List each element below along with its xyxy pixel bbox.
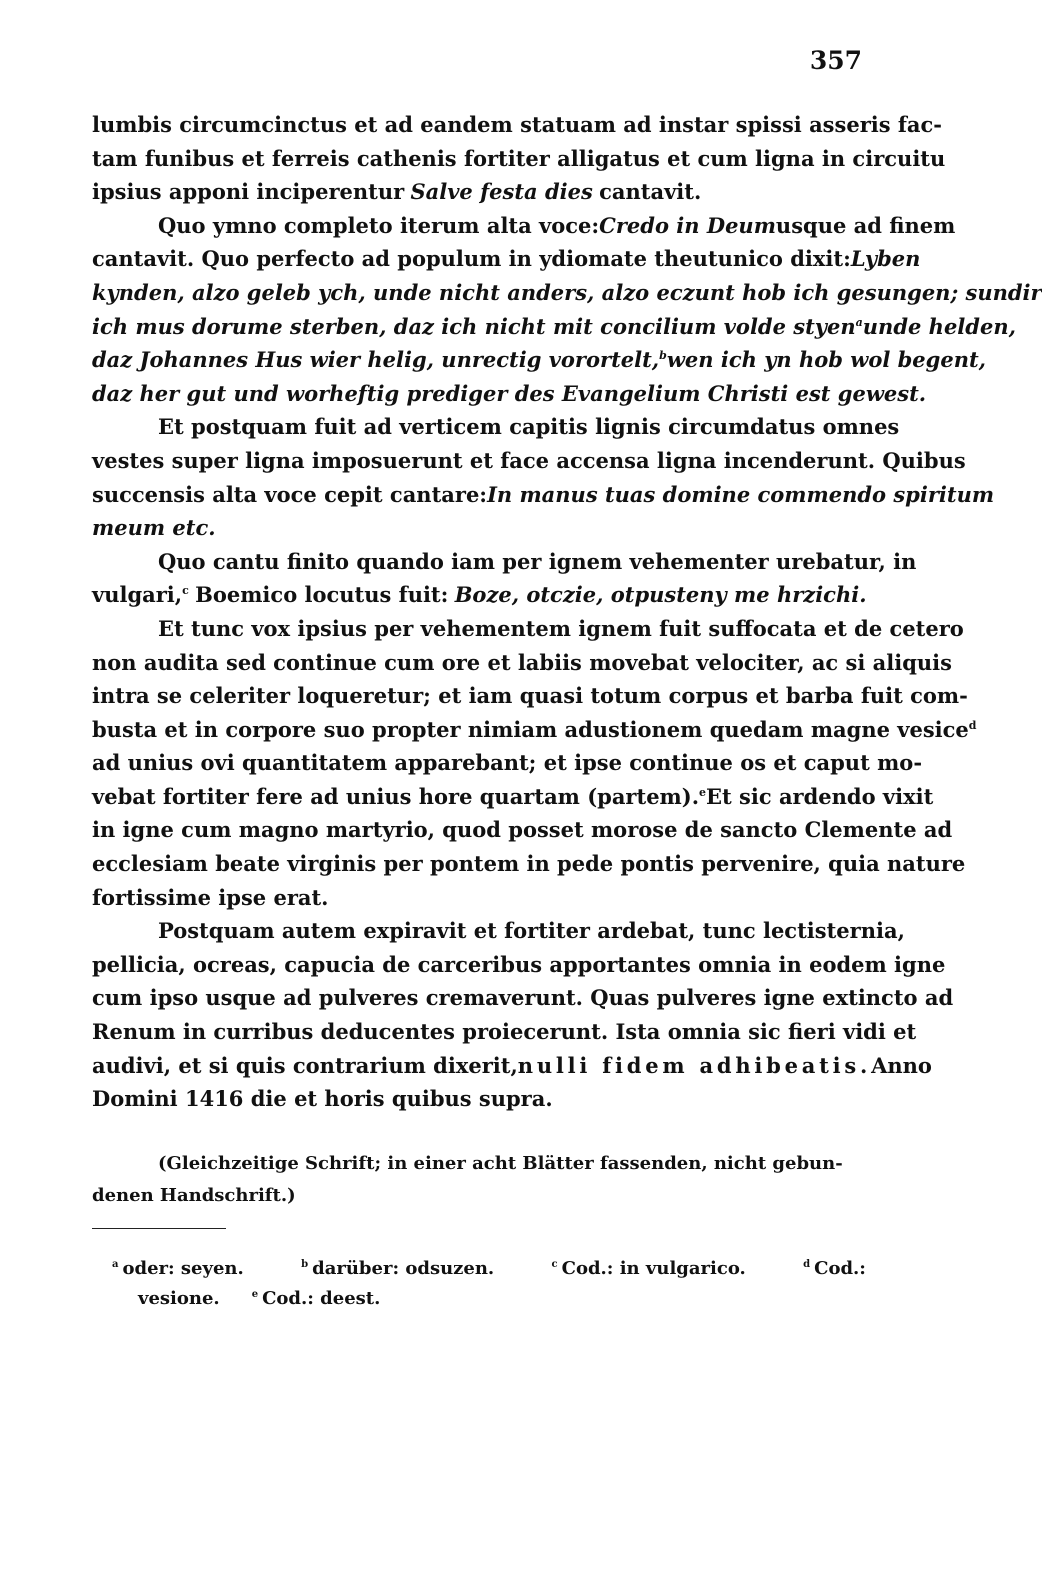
text-line: [92, 142, 946, 176]
line-text: succensis alta voce cepit cantare:: [92, 481, 488, 507]
text-line: [92, 478, 995, 512]
text-line: [92, 780, 934, 814]
text-line: [92, 410, 900, 444]
line-text: ad unius ovi quantitatem apparebant; et ipse continue os et caput mo-: [92, 750, 923, 776]
footnote-marker: e: [251, 1289, 259, 1300]
line-text: usque ad finem: [775, 212, 956, 238]
emphasized-text: nulli fidem adhibeatis.: [517, 1052, 872, 1078]
text-line: [92, 578, 866, 612]
text-line: [92, 511, 866, 545]
line-text: cantavit. Quo perfecto ad populum in ydiomate theutunico dixit:: [92, 246, 851, 272]
chant-title: Salve festa dies: [410, 179, 593, 205]
source-note: [92, 1148, 866, 1212]
text-line: [92, 914, 905, 948]
german-quote: Lyben: [850, 246, 921, 272]
footnotes: [112, 1254, 866, 1314]
footnote-divider: [92, 1228, 226, 1229]
footnote-text: Cod.: deest.: [262, 1288, 381, 1309]
footnote-line: [138, 1284, 866, 1314]
footnote-marker: b: [659, 349, 667, 363]
line-text: in igne cum magno martyrio, quod posset morose de sancto Clemente ad: [92, 817, 953, 843]
footnote-marker: d: [803, 1259, 811, 1270]
line-text: Boemico locutus fuit:: [195, 582, 449, 608]
text-line: [92, 242, 921, 276]
text-line: [92, 948, 946, 982]
quote-fragment: daz Johannes Hus wier helig, unrectig vorortelt,: [92, 347, 660, 373]
text-line: [92, 646, 952, 680]
line-text: Renum in curribus deducentes proiecerunt. Ista omnia sic fieri vidi et: [92, 1019, 917, 1045]
footnote-marker: b: [301, 1259, 309, 1270]
chant-title: Credo in Deum: [599, 212, 776, 238]
footnote-d: [803, 1254, 866, 1284]
line-text: intra se celeriter loqueretur; et iam quasi totum corpus et barba fuit com-: [92, 683, 968, 709]
text-line: [92, 310, 1016, 344]
line-text: Et postquam fuit ad verticem capitis lignis circumdatus omnes: [158, 414, 900, 440]
line-text: cum ipso usque ad pulveres cremaverunt. Quas pulveres igne extincto ad: [92, 985, 954, 1011]
line-text: [92, 578, 189, 612]
line-text: ecclesiam beate virginis per pontem in pede pontis pervenire, quia nature: [92, 851, 966, 877]
line-text: [92, 780, 706, 814]
footnote-a: [112, 1254, 244, 1284]
text-line: [92, 343, 986, 377]
german-quote: [92, 343, 667, 377]
text-fragment: vulgari,: [92, 582, 183, 608]
german-quote: kynden, alzo geleb ych, unde nicht anders, alzo eczunt hob ich gesungen; sundir: [92, 279, 1042, 305]
footnote-text: oder: seyen.: [122, 1258, 244, 1279]
footnote-line: [112, 1254, 866, 1284]
footnote-e: [252, 1284, 381, 1314]
text-line: [92, 713, 977, 747]
text-line: [92, 679, 968, 713]
text-line: [92, 981, 954, 1015]
footnote-text: darüber: odsuzen.: [312, 1258, 495, 1279]
line-text: ipsius apponi inciperentur: [92, 179, 405, 205]
czech-quote: Boze, otczie, otpusteny me hrzichi.: [454, 582, 867, 608]
footnote-text: Cod.:: [814, 1258, 866, 1279]
text-line: [92, 847, 966, 881]
text-line: [92, 377, 927, 411]
footnote-marker: c: [182, 584, 189, 598]
line-text: audivi, et si quis contrarium dixerit,: [92, 1052, 518, 1078]
line-text: pellicia, ocreas, capucia de carceribus apportantes omnia in eodem igne: [92, 951, 946, 977]
line-text: Domini 1416 die et horis quibus supra.: [92, 1086, 553, 1112]
text-line: [92, 813, 953, 847]
line-text: fortissime ipse erat.: [92, 884, 329, 910]
footnote-text: Cod.: in vulgarico.: [561, 1258, 746, 1279]
text-line: [92, 881, 866, 915]
footnote-marker: e: [699, 785, 707, 799]
line-text: Postquam autem expiravit et fortiter ardebat, tunc lectisternia,: [158, 918, 905, 944]
note-line: [92, 1180, 866, 1212]
chant-title: meum etc.: [92, 515, 216, 541]
text-line: [92, 1082, 866, 1116]
text-line: [92, 276, 1042, 310]
line-text: Quo cantu finito quando iam per ignem vehementer urebatur, in: [158, 548, 917, 574]
main-text: [92, 108, 1042, 1116]
line-text: Et tunc vox ipsius per vehementem ignem fuit suffocata et de cetero: [158, 615, 964, 641]
note-text: denen Handschrift.): [92, 1185, 296, 1206]
line-text: non audita sed continue cum ore et labiis movebat velociter, ac si aliquis: [92, 649, 952, 675]
line-text: Et sic ardendo vixit: [706, 783, 934, 809]
german-quote: daz her gut und worheftig prediger des Evangelium Christi est gewest.: [92, 380, 927, 406]
quote-fragment: ich mus dorume sterben, daz ich nicht mit concilium volde styen: [92, 313, 856, 339]
text-line: [92, 209, 956, 243]
text-fragment: busta et in corpore suo propter nimiam adustionem quedam magne vesice: [92, 716, 969, 742]
line-text: Quo ymno completo iterum alta voce:: [158, 212, 600, 238]
footnote-marker: d: [968, 718, 977, 732]
text-fragment: vebat fortiter fere ad unius hore quartam (partem).: [92, 783, 700, 809]
text-line: [92, 108, 943, 142]
text-line: [92, 175, 866, 209]
text-line: [92, 612, 964, 646]
line-text: Anno: [871, 1052, 932, 1078]
text-line: [92, 545, 917, 579]
text-line: [92, 1049, 932, 1083]
footnote-c: [552, 1254, 746, 1284]
footnote-marker: c: [551, 1259, 558, 1270]
text-line: [92, 746, 923, 780]
note-text: (Gleichzeitige Schrift; in einer acht Blätter fassenden, nicht gebun-: [158, 1153, 843, 1174]
chant-title: In manus tuas domine commendo spiritum: [487, 481, 995, 507]
page-number: 357: [809, 46, 862, 75]
german-quote: [92, 310, 863, 344]
footnote-text: vesione.: [138, 1288, 220, 1309]
text-line: [92, 444, 966, 478]
line-text: vestes super ligna imposuerunt et face accensa ligna incenderunt. Quibus: [92, 447, 966, 473]
text-line: [92, 1015, 917, 1049]
line-text: lumbis circumcinctus et ad eandem statuam ad instar spissi asseris fac-: [92, 112, 943, 137]
footnote-marker: a: [112, 1259, 119, 1270]
line-text: tam funibus et ferreis cathenis fortiter alligatus et cum ligna in circuitu: [92, 145, 946, 171]
footnote-marker: a: [855, 315, 863, 329]
footnote-b: [301, 1254, 494, 1284]
german-quote: wen ich yn hob wol begent,: [666, 347, 986, 373]
line-text: [92, 713, 977, 747]
line-text: cantavit.: [599, 179, 702, 205]
german-quote: unde helden,: [862, 313, 1016, 339]
note-line: [92, 1148, 866, 1180]
